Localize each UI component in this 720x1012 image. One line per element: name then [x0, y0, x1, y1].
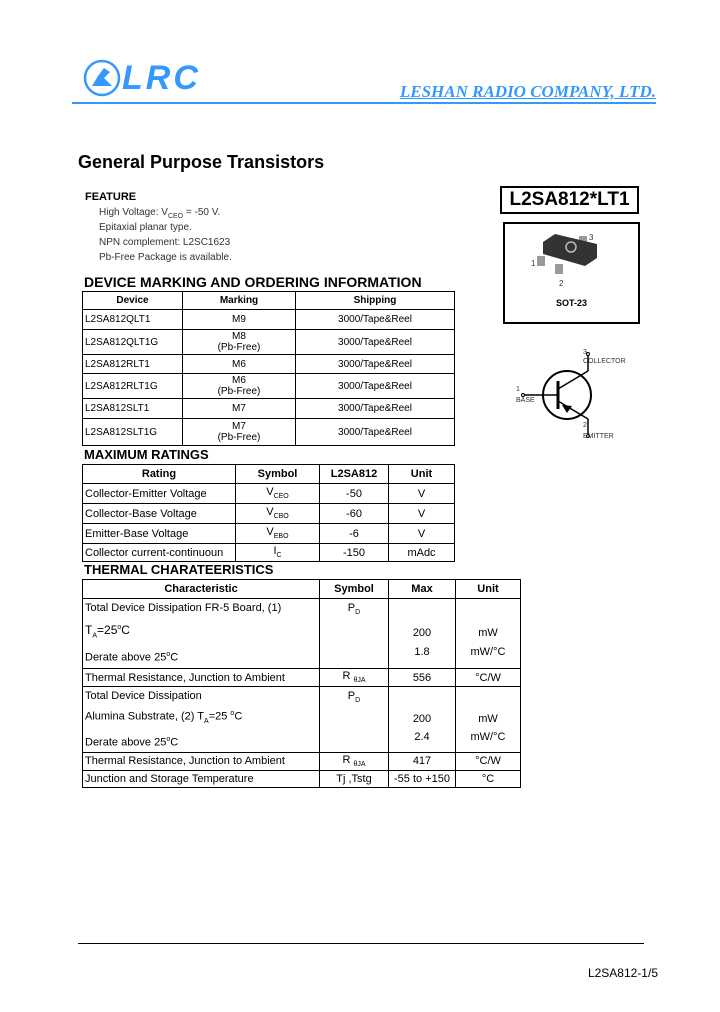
ordering-table: [82, 291, 455, 446]
max-ratings-heading: MAXIMUM RATINGS: [84, 447, 209, 462]
base-label: BASE: [516, 397, 535, 404]
pin-2-label: 2: [559, 279, 564, 288]
col-marking: Marking: [183, 292, 296, 310]
ordering-heading: DEVICE MARKING AND ORDERING INFORMATION: [84, 274, 422, 290]
table-row: Collector-Emitter Voltage $V_{CEO}$ -50 V: [83, 484, 455, 504]
footer-divider: [78, 943, 644, 944]
pin-1-label: 1: [531, 259, 536, 268]
emitter-label: EMITTER: [583, 433, 614, 440]
feature-item: NPN complement: L2SC1623: [99, 237, 231, 248]
col-device: Device: [83, 292, 183, 310]
pin2-label: 2: [583, 422, 587, 429]
page-number: L2SA812-1/5: [587, 966, 658, 980]
collector-label: COLLECTOR: [583, 358, 626, 365]
table-row: Collector-Base Voltage $V_{CBO}$ -60 V: [83, 504, 455, 524]
pin1-label: 1: [516, 386, 520, 393]
feature-item: Pb-Free Package is available.: [99, 252, 232, 263]
table-row: Junction and Storage Temperature Tj ,Tstg -55 to +150 °C: [83, 770, 521, 787]
table-row: Collector current-continuoun $I_C$ -150 mAdc: [83, 544, 455, 562]
table-row: Emitter-Base Voltage $V_{EBO}$ -6 V: [83, 524, 455, 544]
table-row: L2SA812SLT1 M7 3000/Tape&Reel: [83, 399, 455, 419]
package-box: [503, 222, 640, 324]
col-shipping: Shipping: [296, 292, 455, 310]
feature-item: Epitaxial planar type.: [99, 222, 192, 233]
table-row: L2SA812RLT1 M6 3000/Tape&Reel: [83, 355, 455, 374]
table-row: L2SA812RLT1G M6 (Pb-Free) 3000/Tape&Reel: [83, 374, 455, 399]
table-row: Total Device Dissipation FR-5 Board, (1) $T_A=25^oC$ Derate above 25$^o$C $P_D$ 200 1.8 mW mW/°C: [83, 599, 521, 669]
thermal-table: Characteristic Symbol Max Unit Total Device Dissipation FR-5 Board, (1) $T_A=25^oC$ Derate above 25$^o$C $P_D$ 200 1.8 mW mW/°C Thermal Resistance, Junction to Ambient R $_{\theta JA}$ 556 °C/W Total Device Dissipation Alumina Substrate, (2) $T_A=25$ $^o$C Derate above 25$^o$C $P_D$ 200 2.4 mW mW/°C Thermal Resistance, Junction to Ambient R $_{\theta JA}$ 417 °C/W Junction and Storage Temperature Tj ,Tstg -55 to +150 °C: [82, 579, 521, 788]
package-label: SOT-23: [555, 298, 587, 308]
feature-heading: FEATURE: [85, 191, 137, 203]
lrc-logo-icon: [82, 58, 122, 98]
table-row: L2SA812QLT1 M9 3000/Tape&Reel: [83, 310, 455, 330]
pin-3-label: 3: [589, 233, 594, 242]
company-name: LESHAN RADIO COMPANY, LTD.: [399, 82, 656, 101]
page-title: General Purpose Transistors: [78, 152, 325, 172]
thermal-heading: THERMAL CHARATEERISTICS: [84, 562, 274, 577]
max-ratings-table: Rating Symbol L2SA812 Unit Collector-Emitter Voltage $V_{CEO}$ -50 V Collector-Base Voltage $V_{CBO}$ -60 V Emitter-Base Voltage $V_{EBO}$ -6 V Collector current-continuoun $I_C$ -150 mAdc: [82, 464, 455, 562]
table-row: L2SA812QLT1G M8 (Pb-Free) 3000/Tape&Reel: [83, 330, 455, 355]
logo-text: LRC: [122, 59, 201, 97]
table-row: Thermal Resistance, Junction to Ambient R $_{\theta JA}$ 417 °C/W: [83, 752, 521, 770]
feature-item: High Voltage: $V_{CEO} = -50$ V.: [99, 207, 221, 220]
table-row: Thermal Resistance, Junction to Ambient R $_{\theta JA}$ 556 °C/W: [83, 669, 521, 687]
header-divider: [72, 102, 656, 104]
pin3-label: 3: [583, 349, 587, 356]
part-number: L2SA812*LT1: [500, 186, 639, 214]
table-row: Total Device Dissipation Alumina Substrate, (2) $T_A=25$ $^o$C Derate above 25$^o$C $P_D$ 200 2.4 mW mW/°C: [83, 687, 521, 753]
table-row: L2SA812SLT1G M7 (Pb-Free) 3000/Tape&Reel: [83, 419, 455, 446]
